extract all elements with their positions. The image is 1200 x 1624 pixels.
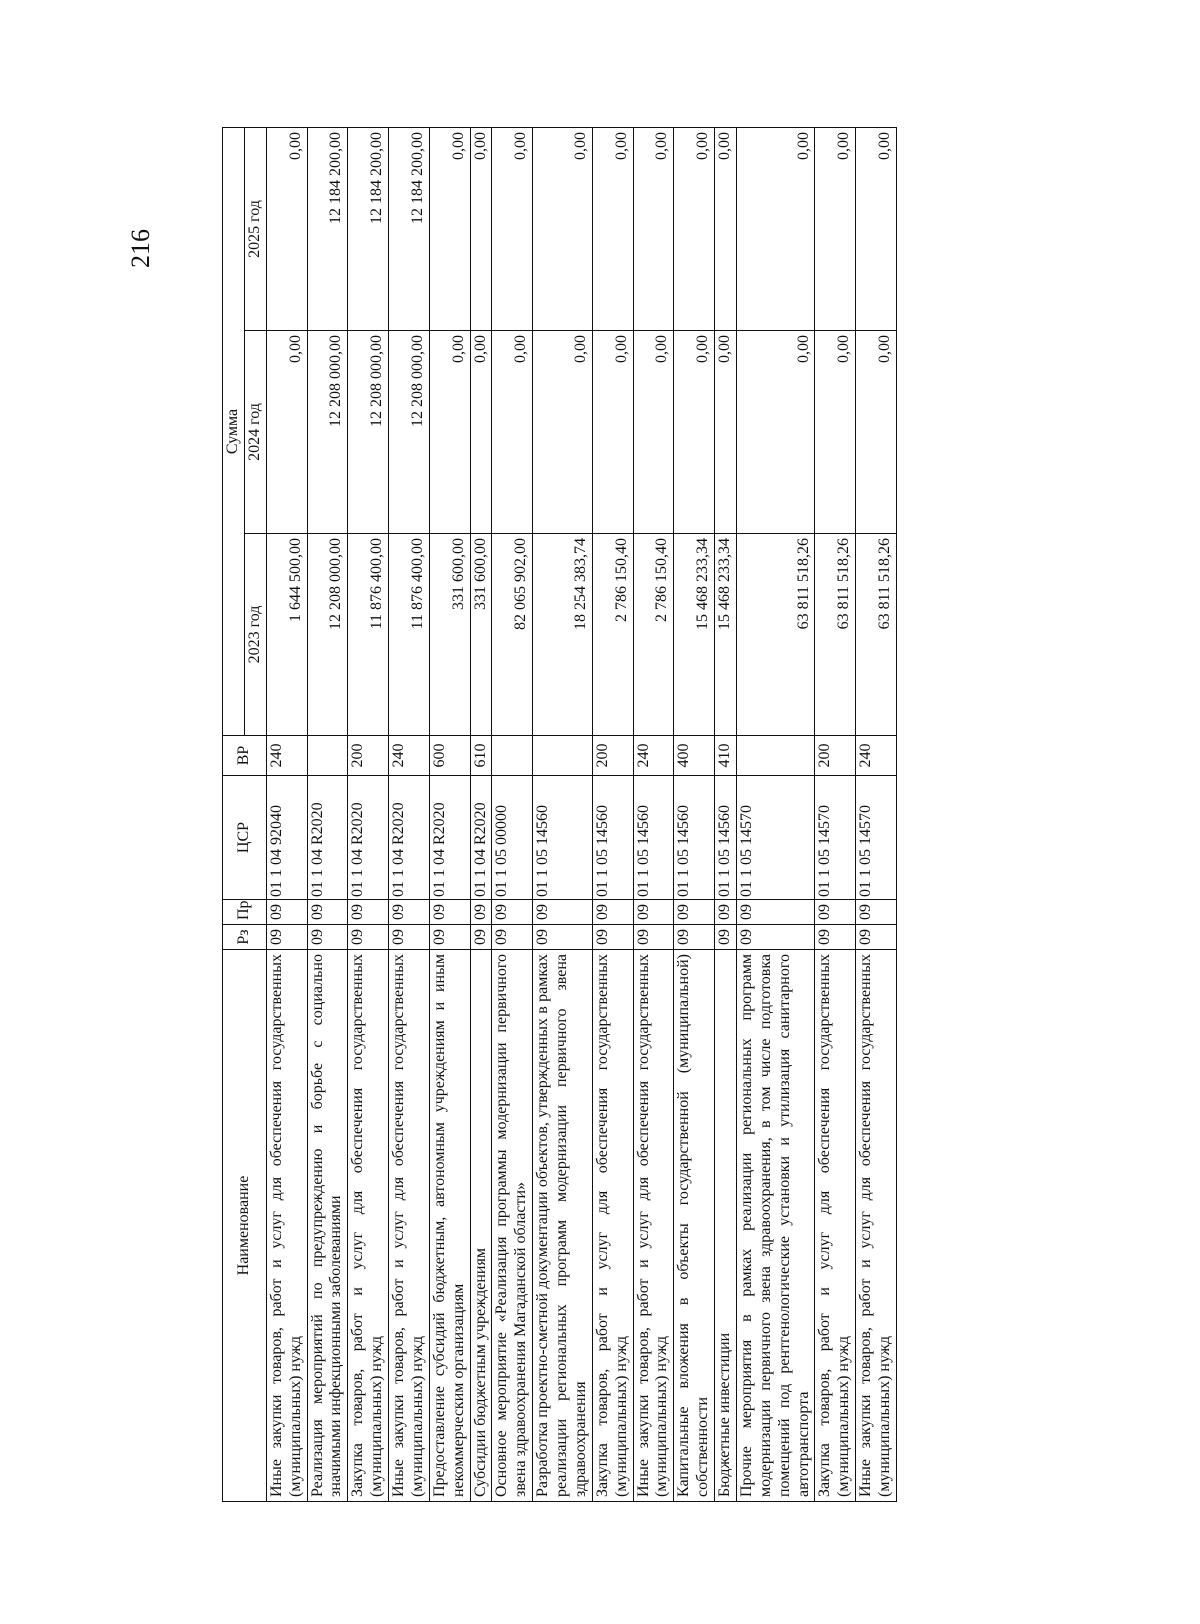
table-row bbox=[815, 127, 856, 1501]
row-rz: 09 bbox=[266, 925, 307, 950]
row-sum-2025: 0,00 bbox=[715, 127, 737, 330]
row-rz: 09 bbox=[533, 925, 593, 950]
row-sum-2024: 0,00 bbox=[470, 331, 492, 534]
row-csr: 01 1 05 14560 bbox=[715, 776, 737, 900]
table-body bbox=[266, 127, 896, 1501]
header-rz: Рз bbox=[223, 925, 267, 950]
row-sum-2025: 0,00 bbox=[429, 127, 470, 330]
row-pr: 09 bbox=[715, 900, 737, 925]
row-vr: 400 bbox=[674, 736, 715, 776]
row-csr: 01 1 05 14560 bbox=[674, 776, 715, 900]
row-pr: 09 bbox=[592, 900, 633, 925]
row-rz: 09 bbox=[307, 925, 348, 950]
row-sum-2023: 63 811 518,26 bbox=[736, 534, 815, 736]
table-row bbox=[348, 127, 389, 1501]
row-pr: 09 bbox=[266, 900, 307, 925]
row-rz: 09 bbox=[389, 925, 430, 950]
row-sum-2023: 2 786 150,40 bbox=[592, 534, 633, 736]
row-name: Иные закупки товаров, работ и услуг для обеспечения государственных (муниципальных) нужд bbox=[633, 950, 674, 1502]
row-name: Капитальные вложения в объекты государственной (муниципальной) собственности bbox=[674, 950, 715, 1502]
row-name: Субсидии бюджетным учреждениям bbox=[470, 950, 492, 1502]
row-csr: 01 1 04 R2020 bbox=[470, 776, 492, 900]
header-pr: Пр bbox=[223, 900, 267, 925]
row-vr: 410 bbox=[715, 736, 737, 776]
row-sum-2023: 63 811 518,26 bbox=[856, 534, 897, 736]
row-pr: 09 bbox=[389, 900, 430, 925]
row-vr: 600 bbox=[429, 736, 470, 776]
row-csr: 01 1 04 R2020 bbox=[389, 776, 430, 900]
row-csr: 01 1 04 92040 bbox=[266, 776, 307, 900]
row-pr: 09 bbox=[815, 900, 856, 925]
row-pr: 09 bbox=[348, 900, 389, 925]
row-name: Закупка товаров, работ и услуг для обеспечения государственных (муниципальных) нужд bbox=[348, 950, 389, 1502]
row-name: Закупка товаров, работ и услуг для обеспечения государственных (муниципальных) нужд bbox=[592, 950, 633, 1502]
row-name: Разработка проектно-сметной документации объектов, утвержденных в рамках реализации региональных программ модернизации первичного звена здравоохранения bbox=[533, 950, 593, 1502]
row-csr: 01 1 05 14560 bbox=[633, 776, 674, 900]
row-csr: 01 1 04 R2020 bbox=[429, 776, 470, 900]
row-rz: 09 bbox=[429, 925, 470, 950]
row-vr: 240 bbox=[856, 736, 897, 776]
header-csr: ЦСР bbox=[223, 776, 267, 900]
row-sum-2024: 0,00 bbox=[492, 331, 533, 534]
row-sum-2025: 0,00 bbox=[470, 127, 492, 330]
row-sum-2024: 0,00 bbox=[674, 331, 715, 534]
row-sum-2024: 0,00 bbox=[715, 331, 737, 534]
row-name: Предоставление субсидий бюджетным, автономным учреждениям и иным некоммерческим организациям bbox=[429, 950, 470, 1502]
row-sum-2024: 0,00 bbox=[815, 331, 856, 534]
row-rz: 09 bbox=[348, 925, 389, 950]
row-pr: 09 bbox=[736, 900, 815, 925]
row-sum-2024: 0,00 bbox=[856, 331, 897, 534]
table-row bbox=[674, 127, 715, 1501]
row-pr: 09 bbox=[429, 900, 470, 925]
row-sum-2024: 12 208 000,00 bbox=[348, 331, 389, 534]
row-sum-2025: 0,00 bbox=[492, 127, 533, 330]
row-vr bbox=[307, 736, 348, 776]
table-row bbox=[266, 127, 307, 1501]
row-sum-2024: 0,00 bbox=[633, 331, 674, 534]
row-csr: 01 1 05 14570 bbox=[736, 776, 815, 900]
row-rz: 09 bbox=[736, 925, 815, 950]
row-csr: 01 1 05 14570 bbox=[815, 776, 856, 900]
row-name: Закупка товаров, работ и услуг для обеспечения государственных (муниципальных) нужд bbox=[815, 950, 856, 1502]
table-row bbox=[470, 127, 492, 1501]
row-vr: 200 bbox=[348, 736, 389, 776]
row-name: Иные закупки товаров, работ и услуг для обеспечения государственных (муниципальных) нужд bbox=[856, 950, 897, 1502]
row-rz: 09 bbox=[715, 925, 737, 950]
table-row bbox=[736, 127, 815, 1501]
row-sum-2025: 0,00 bbox=[736, 127, 815, 330]
header-2024: 2024 год bbox=[244, 331, 266, 534]
row-pr: 09 bbox=[856, 900, 897, 925]
row-sum-2023: 331 600,00 bbox=[429, 534, 470, 736]
row-sum-2023: 331 600,00 bbox=[470, 534, 492, 736]
row-sum-2024: 12 208 000,00 bbox=[389, 331, 430, 534]
row-rz: 09 bbox=[856, 925, 897, 950]
row-vr: 240 bbox=[266, 736, 307, 776]
header-vr: ВР bbox=[223, 736, 267, 776]
table-row bbox=[389, 127, 430, 1501]
row-csr: 01 1 04 R2020 bbox=[307, 776, 348, 900]
row-sum-2025: 0,00 bbox=[533, 127, 593, 330]
row-rz: 09 bbox=[674, 925, 715, 950]
header-2023: 2023 год bbox=[244, 534, 266, 736]
table-row bbox=[633, 127, 674, 1501]
row-csr: 01 1 05 14560 bbox=[533, 776, 593, 900]
row-pr: 09 bbox=[633, 900, 674, 925]
header-name: Наименование bbox=[223, 950, 267, 1502]
table-row bbox=[856, 127, 897, 1501]
header-row-1 bbox=[223, 127, 245, 1501]
row-vr bbox=[736, 736, 815, 776]
row-name: Бюджетные инвестиции bbox=[715, 950, 737, 1502]
table-row bbox=[429, 127, 470, 1501]
row-csr: 01 1 04 R2020 bbox=[348, 776, 389, 900]
row-sum-2023: 15 468 233,34 bbox=[674, 534, 715, 736]
row-vr: 240 bbox=[633, 736, 674, 776]
row-sum-2025: 0,00 bbox=[815, 127, 856, 330]
row-vr bbox=[492, 736, 533, 776]
header-2025: 2025 год bbox=[244, 127, 266, 330]
row-sum-2025: 12 184 200,00 bbox=[307, 127, 348, 330]
row-sum-2023: 1 644 500,00 bbox=[266, 534, 307, 736]
row-name: Реализация мероприятий по предупреждению и борьбе с социально значимыми инфекционными заболеваниями bbox=[307, 950, 348, 1502]
row-rz: 09 bbox=[470, 925, 492, 950]
row-pr: 09 bbox=[533, 900, 593, 925]
row-rz: 09 bbox=[815, 925, 856, 950]
table-row bbox=[533, 127, 593, 1501]
row-sum-2023: 15 468 233,34 bbox=[715, 534, 737, 736]
table-row bbox=[592, 127, 633, 1501]
row-rz: 09 bbox=[492, 925, 533, 950]
row-sum-2025: 0,00 bbox=[856, 127, 897, 330]
row-csr: 01 1 05 00000 bbox=[492, 776, 533, 900]
row-sum-2023: 82 065 902,00 bbox=[492, 534, 533, 736]
row-sum-2024: 0,00 bbox=[592, 331, 633, 534]
row-sum-2024: 0,00 bbox=[429, 331, 470, 534]
row-vr bbox=[533, 736, 593, 776]
row-sum-2025: 0,00 bbox=[674, 127, 715, 330]
row-sum-2025: 12 184 200,00 bbox=[389, 127, 430, 330]
page-number: 216 bbox=[126, 229, 155, 268]
row-csr: 01 1 05 14570 bbox=[856, 776, 897, 900]
row-vr: 200 bbox=[592, 736, 633, 776]
row-sum-2025: 0,00 bbox=[592, 127, 633, 330]
row-vr: 200 bbox=[815, 736, 856, 776]
row-pr: 09 bbox=[470, 900, 492, 925]
row-rz: 09 bbox=[592, 925, 633, 950]
row-pr: 09 bbox=[307, 900, 348, 925]
table-row bbox=[492, 127, 533, 1501]
row-sum-2023: 11 876 400,00 bbox=[389, 534, 430, 736]
budget-table bbox=[222, 127, 897, 1502]
row-sum-2023: 2 786 150,40 bbox=[633, 534, 674, 736]
row-sum-2024: 12 208 000,00 bbox=[307, 331, 348, 534]
row-name: Прочие мероприятия в рамках реализации региональных программ модернизации первичного звена здравоохранения, в том числе подготовка помещений под рентгенологические установки и утилизация санитарного автотранспорта bbox=[736, 950, 815, 1502]
row-rz: 09 bbox=[633, 925, 674, 950]
row-name: Иные закупки товаров, работ и услуг для обеспечения государственных (муниципальных) нужд bbox=[266, 950, 307, 1502]
row-name: Иные закупки товаров, работ и услуг для обеспечения государственных (муниципальных) нужд bbox=[389, 950, 430, 1502]
row-name: Основное мероприятие «Реализация программы модернизации первичного звена здравоохранения Магаданской области» bbox=[492, 950, 533, 1502]
table-row bbox=[307, 127, 348, 1501]
row-sum-2024: 0,00 bbox=[736, 331, 815, 534]
row-sum-2025: 12 184 200,00 bbox=[348, 127, 389, 330]
row-sum-2024: 0,00 bbox=[533, 331, 593, 534]
row-sum-2023: 12 208 000,00 bbox=[307, 534, 348, 736]
header-sum: Сумма bbox=[223, 127, 245, 735]
row-vr: 610 bbox=[470, 736, 492, 776]
row-sum-2023: 11 876 400,00 bbox=[348, 534, 389, 736]
row-csr: 01 1 05 14560 bbox=[592, 776, 633, 900]
row-sum-2024: 0,00 bbox=[266, 331, 307, 534]
row-pr: 09 bbox=[674, 900, 715, 925]
row-sum-2025: 0,00 bbox=[266, 127, 307, 330]
row-sum-2023: 63 811 518,26 bbox=[815, 534, 856, 736]
row-sum-2025: 0,00 bbox=[633, 127, 674, 330]
table-row bbox=[715, 127, 737, 1501]
row-pr: 09 bbox=[492, 900, 533, 925]
row-vr: 240 bbox=[389, 736, 430, 776]
row-sum-2023: 18 254 383,74 bbox=[533, 534, 593, 736]
